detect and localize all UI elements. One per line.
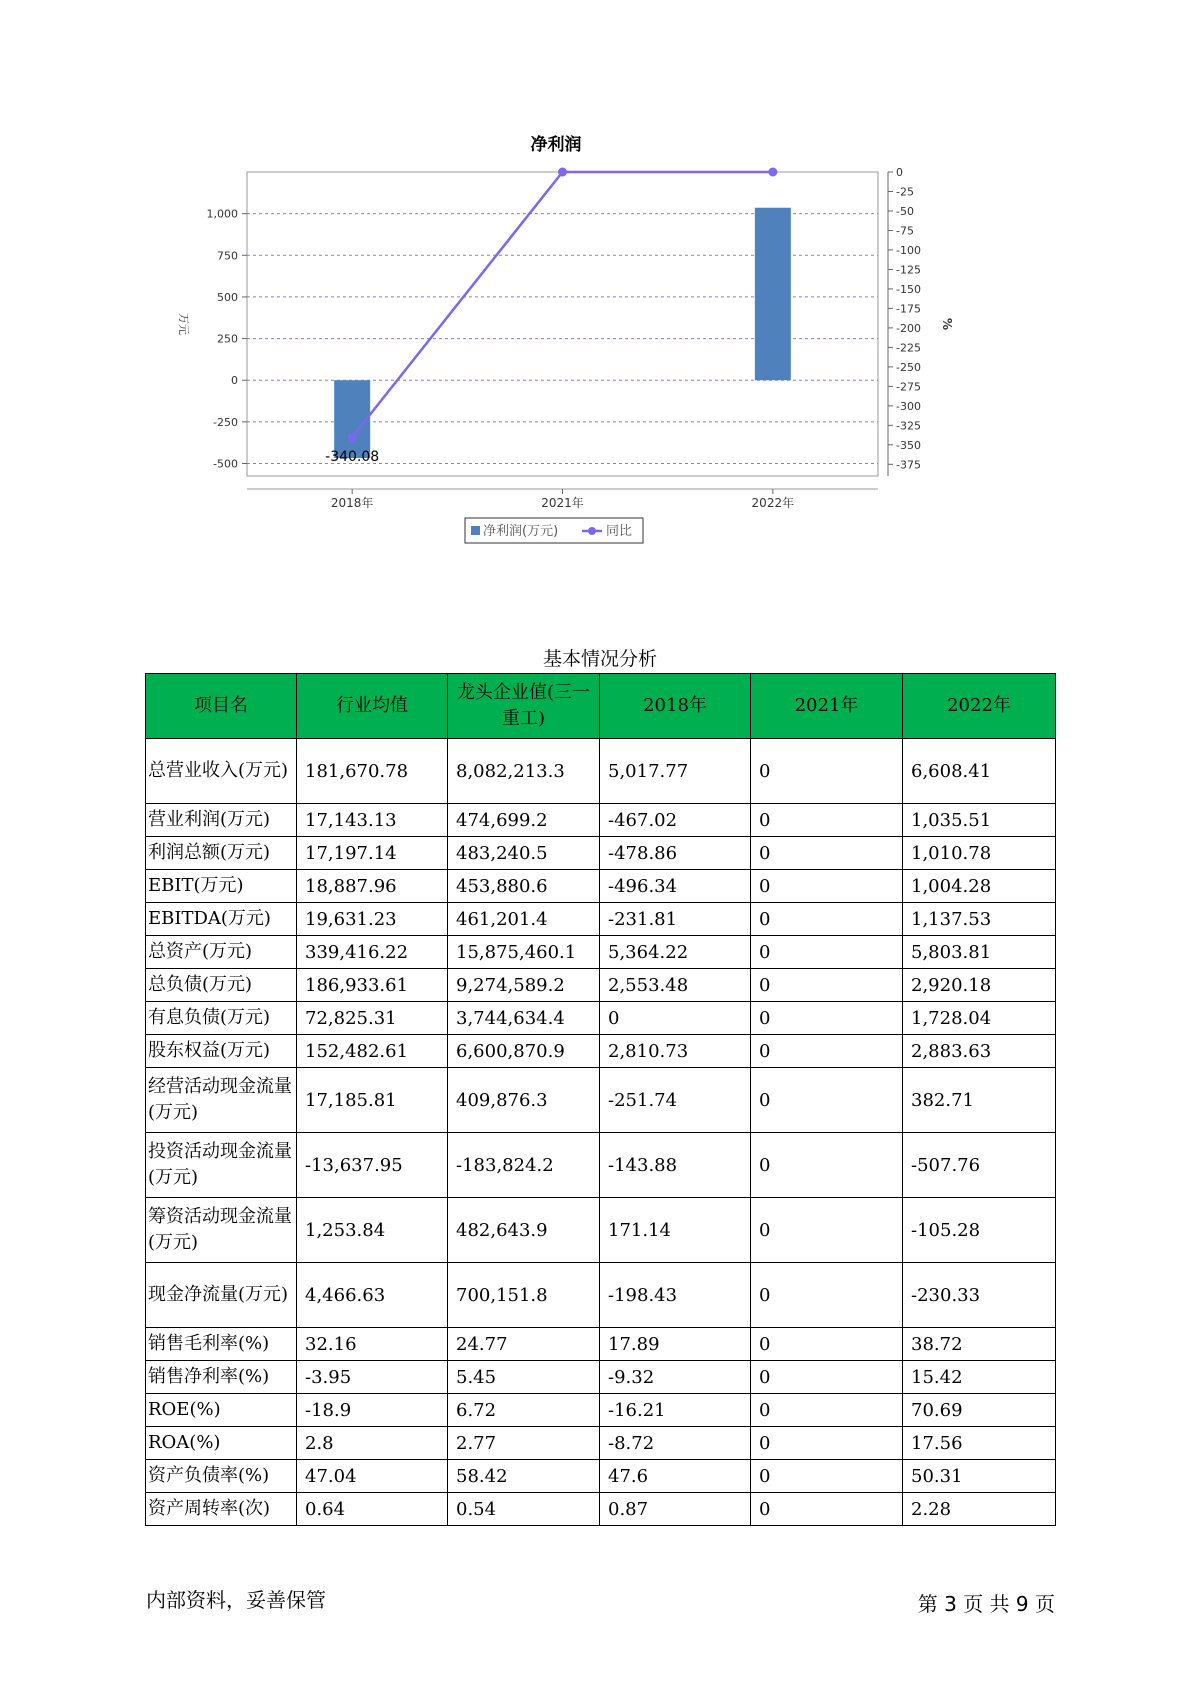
table-cell: 5,364.22 — [600, 936, 751, 969]
table-cell: 1,253.84 — [297, 1198, 448, 1263]
table-cell: 19,631.23 — [297, 903, 448, 936]
right-tick-label: -125 — [896, 263, 921, 277]
table-cell: 24.77 — [448, 1328, 600, 1361]
table-cell: 0 — [751, 969, 903, 1002]
row-label: ROE(%) — [146, 1394, 297, 1427]
y-axis-label: 万元 — [177, 313, 190, 335]
table-cell: 1,004.28 — [903, 870, 1056, 903]
header-industry-avg: 行业均值 — [297, 674, 448, 739]
table-cell: 0 — [751, 1133, 903, 1198]
net-profit-chart — [160, 130, 1060, 600]
row-label: EBITDA(万元) — [146, 903, 297, 936]
right-tick-label: -200 — [896, 321, 921, 335]
table-row — [146, 837, 1056, 870]
table-cell: -18.9 — [297, 1394, 448, 1427]
row-label: 资产负债率(%) — [146, 1460, 297, 1493]
table-cell: 8,082,213.3 — [448, 739, 600, 804]
y-tick-label: 750 — [217, 249, 238, 263]
table-cell: 2,920.18 — [903, 969, 1056, 1002]
legend-bar-swatch — [471, 526, 480, 535]
right-tick-label: -175 — [896, 302, 921, 316]
table-row — [146, 1427, 1056, 1460]
right-tick-label: -100 — [896, 243, 921, 257]
y-tick-label: 0 — [231, 374, 238, 388]
table-cell: 3,744,634.4 — [448, 1002, 600, 1035]
table-cell: 461,201.4 — [448, 903, 600, 936]
table-cell: 5.45 — [448, 1361, 600, 1394]
bar-2022 — [755, 208, 791, 380]
table-cell: 382.71 — [903, 1068, 1056, 1133]
row-label: 总营业收入(万元) — [146, 739, 297, 804]
table-cell: -9.32 — [600, 1361, 751, 1394]
table-cell: 6.72 — [448, 1394, 600, 1427]
table-cell: 1,035.51 — [903, 804, 1056, 837]
right-tick-label: -150 — [896, 282, 921, 296]
row-label: 营业利润(万元) — [146, 804, 297, 837]
table-cell: -183,824.2 — [448, 1133, 600, 1198]
table-cell: 0 — [600, 1002, 751, 1035]
yoy-point — [558, 168, 567, 177]
row-label: 有息负债(万元) — [146, 1002, 297, 1035]
table-cell: 15,875,460.1 — [448, 936, 600, 969]
row-label: 销售毛利率(%) — [146, 1328, 297, 1361]
table-cell: 38.72 — [903, 1328, 1056, 1361]
table-row — [146, 804, 1056, 837]
yoy-point — [768, 168, 777, 177]
table-cell: 2,810.73 — [600, 1035, 751, 1068]
table-cell: 0 — [751, 1198, 903, 1263]
table-cell: -3.95 — [297, 1361, 448, 1394]
table-cell: -105.28 — [903, 1198, 1056, 1263]
table-cell: 6,608.41 — [903, 739, 1056, 804]
table-cell: 339,416.22 — [297, 936, 448, 969]
row-label: 利润总额(万元) — [146, 837, 297, 870]
table-cell: 700,151.8 — [448, 1263, 600, 1328]
row-label: 总资产(万元) — [146, 936, 297, 969]
y-tick-label: -250 — [213, 415, 238, 429]
right-tick-label: -25 — [896, 185, 914, 199]
table-cell: -143.88 — [600, 1133, 751, 1198]
row-label: 投资活动现金流量(万元) — [146, 1133, 297, 1198]
table-cell: 2.77 — [448, 1427, 600, 1460]
table-cell: -230.33 — [903, 1263, 1056, 1328]
table-cell: -251.74 — [600, 1068, 751, 1133]
table-row — [146, 1198, 1056, 1263]
table-cell: 181,670.78 — [297, 739, 448, 804]
table-cell: -231.81 — [600, 903, 751, 936]
table-cell: -467.02 — [600, 804, 751, 837]
table-cell: 152,482.61 — [297, 1035, 448, 1068]
table-cell: 47.6 — [600, 1460, 751, 1493]
header-2022: 2022年 — [903, 674, 1056, 739]
table-cell: 17,143.13 — [297, 804, 448, 837]
table-cell: 1,728.04 — [903, 1002, 1056, 1035]
right-tick-label: -350 — [896, 438, 921, 452]
right-tick-label: -225 — [896, 341, 921, 355]
table-cell: 0.87 — [600, 1493, 751, 1526]
right-tick-label: -325 — [896, 419, 921, 433]
table-cell: 72,825.31 — [297, 1002, 448, 1035]
legend-label-net-profit: 净利润(万元) — [483, 524, 559, 539]
table-cell: -198.43 — [600, 1263, 751, 1328]
table-cell: 17.56 — [903, 1427, 1056, 1460]
table-header-row — [146, 674, 1056, 739]
table-row — [146, 1493, 1056, 1526]
table-cell: 482,643.9 — [448, 1198, 600, 1263]
row-label: EBIT(万元) — [146, 870, 297, 903]
table-cell: 0.54 — [448, 1493, 600, 1526]
row-label: ROA(%) — [146, 1427, 297, 1460]
x-tick-label: 2021年 — [541, 496, 584, 510]
table-cell: -13,637.95 — [297, 1133, 448, 1198]
y-tick-label: 250 — [217, 332, 238, 346]
table-cell: 1,137.53 — [903, 903, 1056, 936]
table-cell: -507.76 — [903, 1133, 1056, 1198]
table-cell: 18,887.96 — [297, 870, 448, 903]
legend-label-yoy: 同比 — [606, 524, 633, 539]
yoy-line — [352, 172, 773, 437]
table-caption: 基本情况分析 — [542, 648, 657, 670]
table-cell: 0 — [751, 1328, 903, 1361]
table-row — [146, 903, 1056, 936]
table-cell: 483,240.5 — [448, 837, 600, 870]
table-cell: 50.31 — [903, 1460, 1056, 1493]
footer-confidential: 内部资料，妥善保管 — [146, 1588, 326, 1612]
y-tick-label: -500 — [213, 457, 238, 471]
table-cell: 2.8 — [297, 1427, 448, 1460]
bar-2018 — [334, 380, 370, 458]
table-cell: 17,185.81 — [297, 1068, 448, 1133]
row-label: 经营活动现金流量(万元) — [146, 1068, 297, 1133]
table-cell: 15.42 — [903, 1361, 1056, 1394]
y-tick-label: 1,000 — [206, 207, 238, 221]
table-row — [146, 1328, 1056, 1361]
footer-page-number: 第 3 页 共 9 页 — [917, 1592, 1055, 1616]
row-label: 资产周转率(次) — [146, 1493, 297, 1526]
table-row — [146, 1133, 1056, 1198]
table-cell: 0 — [751, 1460, 903, 1493]
table-cell: 5,803.81 — [903, 936, 1056, 969]
table-row — [146, 1361, 1056, 1394]
table-cell: 0 — [751, 837, 903, 870]
table-cell: -478.86 — [600, 837, 751, 870]
y-tick-label: 500 — [217, 290, 238, 304]
table-cell: 2.28 — [903, 1493, 1056, 1526]
table-cell: 0 — [751, 936, 903, 969]
table-cell: -16.21 — [600, 1394, 751, 1427]
table-row — [146, 739, 1056, 804]
header-leader-value: 龙头企业值(三一重工) — [448, 674, 600, 739]
table-cell: 17.89 — [600, 1328, 751, 1361]
table-cell: 0 — [751, 804, 903, 837]
table-row — [146, 870, 1056, 903]
right-tick-label: -275 — [896, 380, 921, 394]
header-2018: 2018年 — [600, 674, 751, 739]
table-cell: 9,274,589.2 — [448, 969, 600, 1002]
table-cell: 453,880.6 — [448, 870, 600, 903]
table-cell: 2,553.48 — [600, 969, 751, 1002]
table-cell: 1,010.78 — [903, 837, 1056, 870]
table-cell: -496.34 — [600, 870, 751, 903]
chart-title: 净利润 — [530, 135, 582, 155]
row-label: 销售净利率(%) — [146, 1361, 297, 1394]
legend-line-marker — [588, 527, 596, 535]
table-cell: 0 — [751, 1427, 903, 1460]
table-row — [146, 1068, 1056, 1133]
table-cell: 0 — [751, 1068, 903, 1133]
table-row — [146, 1035, 1056, 1068]
right-axis-label: % — [940, 317, 954, 331]
row-label: 总负债(万元) — [146, 969, 297, 1002]
x-tick-label: 2018年 — [330, 496, 374, 510]
right-tick-label: -75 — [896, 224, 914, 238]
table-cell: 474,699.2 — [448, 804, 600, 837]
x-tick-label: 2022年 — [751, 496, 795, 510]
table-row — [146, 1394, 1056, 1427]
table-cell: 0 — [751, 739, 903, 804]
row-label: 筹资活动现金流量(万元) — [146, 1198, 297, 1263]
table-cell: 0.64 — [297, 1493, 448, 1526]
right-tick-label: -50 — [896, 204, 914, 218]
table-cell: 4,466.63 — [297, 1263, 448, 1328]
table-row — [146, 936, 1056, 969]
table-cell: 0 — [751, 1394, 903, 1427]
table-cell: 47.04 — [297, 1460, 448, 1493]
table-cell: 0 — [751, 1361, 903, 1394]
table-row — [146, 1263, 1056, 1328]
table-cell: 2,883.63 — [903, 1035, 1056, 1068]
table-cell: 0 — [751, 1035, 903, 1068]
table-cell: 0 — [751, 1263, 903, 1328]
table-cell: 0 — [751, 1493, 903, 1526]
right-tick-label: -300 — [896, 399, 921, 413]
yoy-point — [348, 433, 357, 442]
table-row — [146, 1002, 1056, 1035]
header-item-name: 项目名 — [146, 674, 297, 739]
table-cell: 171.14 — [600, 1198, 751, 1263]
right-tick-label: -375 — [896, 458, 921, 472]
table-cell: 6,600,870.9 — [448, 1035, 600, 1068]
header-2021: 2021年 — [751, 674, 903, 739]
right-tick-label: -250 — [896, 360, 921, 374]
right-tick-label: 0 — [896, 166, 903, 179]
table-cell: 5,017.77 — [600, 739, 751, 804]
data-label: -340.08 — [325, 449, 380, 466]
row-label: 现金净流量(万元) — [146, 1263, 297, 1328]
table-cell: 409,876.3 — [448, 1068, 600, 1133]
table-row — [146, 969, 1056, 1002]
table-row — [146, 1460, 1056, 1493]
table-cell: 70.69 — [903, 1394, 1056, 1427]
table-cell: 0 — [751, 903, 903, 936]
table-cell: -8.72 — [600, 1427, 751, 1460]
table-cell: 32.16 — [297, 1328, 448, 1361]
table-cell: 17,197.14 — [297, 837, 448, 870]
table-cell: 58.42 — [448, 1460, 600, 1493]
table-cell: 186,933.61 — [297, 969, 448, 1002]
table-cell: 0 — [751, 1002, 903, 1035]
row-label: 股东权益(万元) — [146, 1035, 297, 1068]
table-cell: 0 — [751, 870, 903, 903]
basic-analysis-table — [145, 673, 1056, 1526]
